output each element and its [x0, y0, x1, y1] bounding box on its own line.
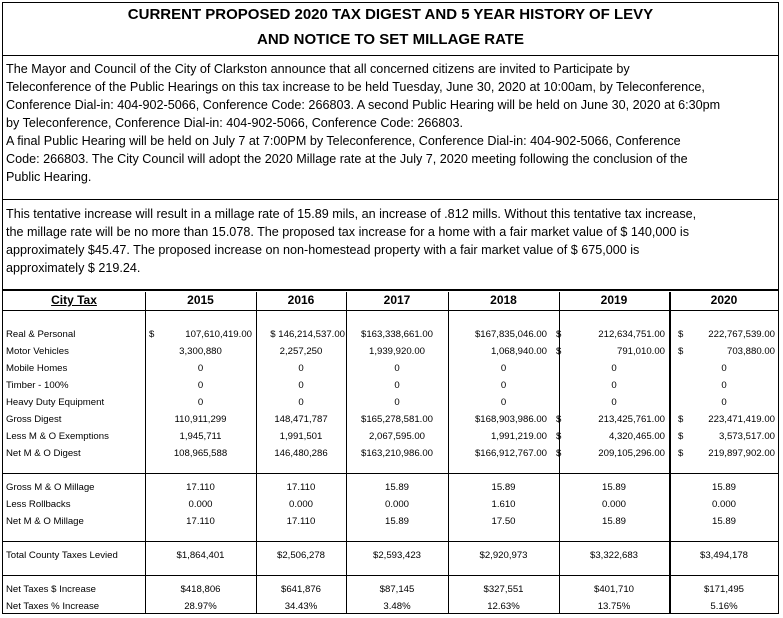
value-2015: 107,610,419.00: [185, 329, 252, 340]
tax-notice-sheet: [2, 2, 779, 614]
notice-line: by Teleconference, Conference Dial-in: 404-902-5066, Conference Code: 266803.: [6, 116, 463, 130]
row-label: Net Taxes % Increase: [6, 601, 100, 612]
notice-line: A final Public Hearing will be held on July 7 at 7:00PM by Teleconference, Conference Dial-in: 404-902-5066, Conference: [6, 134, 681, 148]
value-2020: 222,767,539.00: [708, 329, 775, 340]
row-label: Total County Taxes Levied: [6, 550, 118, 561]
value-2019: 15.89: [601, 482, 626, 493]
value-2019: 212,634,751.00: [598, 329, 665, 340]
value-2019: 13.75%: [597, 601, 631, 612]
value-2018: 1,068,940.00: [490, 346, 547, 357]
column-divider: [669, 292, 671, 613]
value-2015: 0: [197, 380, 204, 391]
value-2018: $168,903,986.00: [474, 414, 547, 425]
value-2017: 0: [394, 380, 400, 391]
value-2016: 148,471,787: [274, 414, 328, 425]
value-2020: 15.89: [711, 516, 736, 527]
value-2017: 15.89: [384, 516, 409, 527]
increase-paragraph: [6, 205, 776, 277]
value-2016: 17.110: [286, 516, 316, 527]
increase-line: This tentative increase will result in a millage rate of 15.89 mils, an increase of .812 mills. Without this tentative tax increase,: [6, 207, 697, 221]
section-divider: [3, 473, 778, 474]
value-2020: 703,880.00: [726, 346, 775, 357]
divider: [3, 199, 778, 200]
row-label: Net Taxes $ Increase: [6, 584, 96, 595]
row-label: Less M & O Exemptions: [6, 431, 109, 442]
header-2017: 2017: [383, 293, 411, 307]
dollar-sign: $: [678, 414, 684, 425]
title-line-1: CURRENT PROPOSED 2020 TAX DIGEST AND 5 YEAR HISTORY OF LEVY: [127, 6, 654, 23]
value-2016: 17.110: [286, 482, 316, 493]
section-divider: [3, 575, 778, 576]
divider: [3, 55, 778, 56]
value-2018: 0: [500, 380, 507, 391]
value-2020: 219,897,902.00: [708, 448, 775, 459]
notice-line: Conference Dial-in: 404-902-5066, Conference Code: 266803. A second Public Hearing will be held on June 30, 2020 at 6:30pm: [6, 98, 721, 112]
value-2016: 34.43%: [284, 601, 318, 612]
column-divider: [448, 292, 449, 613]
dollar-sign: $: [556, 448, 562, 459]
row-label: Gross M & O Millage: [6, 482, 95, 493]
value-2020: 0: [721, 397, 727, 408]
value-2020: 5.16%: [710, 601, 738, 612]
value-2016: 146,480,286: [274, 448, 328, 459]
value-2020: 15.89: [711, 482, 736, 493]
value-2015: 0: [197, 397, 204, 408]
row-label: Timber - 100%: [6, 380, 69, 391]
hearing-notice-paragraph: [6, 60, 776, 186]
dollar-sign: $: [678, 346, 684, 357]
value-2015: 1,945,711: [179, 431, 222, 442]
value-2017: 2,067,595.00: [368, 431, 426, 442]
title-line-2: AND NOTICE TO SET MILLAGE RATE: [257, 31, 524, 48]
increase-line: the millage rate will be no more than 15.078. The proposed tax increase for a home with a fair market value of $ 140,000 is: [6, 225, 690, 239]
dollar-sign: $: [556, 431, 562, 442]
row-label: Net M & O Millage: [6, 516, 84, 527]
value-2017: 1,939,920.00: [368, 346, 426, 357]
header-2015: 2015: [187, 293, 214, 307]
dollar-sign: $: [556, 346, 562, 357]
value-2018: 0: [500, 363, 507, 374]
value-2019: 0: [611, 363, 617, 374]
value-2018: $327,551: [483, 584, 524, 595]
value-2018: 17.50: [491, 516, 516, 527]
value-2015: 17.110: [186, 516, 215, 527]
value-2016: 1,991,501: [279, 431, 323, 442]
row-label: Net M & O Digest: [6, 448, 81, 459]
value-2020: 0.000: [711, 499, 736, 510]
value-2017: $2,593,423: [372, 550, 421, 561]
header-2016: 2016: [287, 293, 315, 307]
value-2020: $3,494,178: [699, 550, 748, 561]
dollar-sign: $: [678, 431, 684, 442]
notice-line: The Mayor and Council of the City of Clarkston announce that all concerned citizens are invited to Participate by: [6, 62, 630, 76]
value-2015: 108,965,588: [173, 448, 228, 459]
value-2016: 0: [298, 380, 304, 391]
value-2018: $166,912,767.00: [474, 448, 547, 459]
value-2017: $163,338,661.00: [360, 329, 434, 340]
value-2018: 0: [500, 397, 507, 408]
notice-line: Public Hearing.: [6, 170, 92, 184]
value-2016: 0: [298, 397, 304, 408]
value-2016: $641,876: [280, 584, 321, 595]
increase-line: approximately $ 219.24.: [6, 261, 141, 275]
value-2015: 110,911,299: [174, 414, 227, 425]
value-2019: 213,425,761.00: [598, 414, 665, 425]
value-2019: 209,105,296.00: [598, 448, 665, 459]
value-2017: 15.89: [384, 482, 409, 493]
row-label: Mobile Homes: [6, 363, 68, 374]
header-2018: 2018: [490, 293, 517, 307]
row-label: Real & Personal: [6, 329, 76, 340]
value-2019: 0: [611, 397, 617, 408]
value-2016: 0.000: [288, 499, 313, 510]
value-2016: $2,506,278: [276, 550, 325, 561]
value-2015: $1,864,401: [176, 550, 225, 561]
divider: [3, 289, 778, 291]
row-label: Heavy Duty Equipment: [6, 397, 105, 408]
value-2015: 0.000: [188, 499, 213, 510]
header-2020: 2020: [710, 293, 738, 307]
value-2017: $87,145: [379, 584, 415, 595]
value-2019: 0.000: [601, 499, 626, 510]
dollar-sign: $: [678, 448, 684, 459]
value-2018: 1,991,219.00: [490, 431, 547, 442]
value-2019: 4,320,465.00: [608, 431, 665, 442]
value-2015: 17.110: [186, 482, 215, 493]
value-2020: 3,573,517.00: [718, 431, 775, 442]
value-2019: 0: [611, 380, 617, 391]
notice-line: Teleconference of the Public Hearings on this tax increase to be held Tuesday, June 30, 2020 at 10:00am, by Teleconference,: [6, 80, 705, 94]
value-2017: $165,278,581.00: [360, 414, 434, 425]
row-label: Motor Vehicles: [6, 346, 69, 357]
value-2016: 0: [298, 363, 304, 374]
value-2016: 2,257,250: [279, 346, 323, 357]
value-2015: $418,806: [180, 584, 221, 595]
increase-line: approximately $45.47. The proposed increase on non-homestead property with a fair market value of $ 675,000 is: [6, 243, 640, 257]
value-2020: 223,471,419.00: [708, 414, 775, 425]
notice-line: Code: 266803. The City Council will adopt the 2020 Millage rate at the July 7, 2020 meeting following the conclusion of the: [6, 152, 688, 166]
value-2017: 0.000: [384, 499, 409, 510]
row-label: Gross Digest: [6, 414, 62, 425]
value-2018: $167,835,046.00: [474, 329, 547, 340]
value-2015: 28.97%: [184, 601, 217, 612]
dollar-sign: $: [678, 329, 684, 340]
value-2020: 0: [721, 380, 727, 391]
value-2018: 15.89: [491, 482, 516, 493]
value-2020: 0: [721, 363, 727, 374]
section-divider: [3, 541, 778, 542]
dollar-sign: $: [149, 329, 155, 340]
dollar-sign: $: [556, 414, 562, 425]
value-2018: 12.63%: [487, 601, 520, 612]
value-2017: $163,210,986.00: [360, 448, 434, 459]
value-2020: $171,495: [703, 584, 744, 595]
value-2019: $401,710: [593, 584, 634, 595]
value-2017: 3.48%: [383, 601, 411, 612]
value-2016: $ 146,214,537.00: [270, 329, 345, 340]
header-2019: 2019: [600, 293, 628, 307]
value-2019: $3,322,683: [589, 550, 638, 561]
row-label: Less Rollbacks: [6, 499, 71, 510]
value-2017: 0: [394, 363, 400, 374]
dollar-sign: $: [556, 329, 562, 340]
value-2015: 0: [197, 363, 204, 374]
header-city-tax: City Tax: [51, 293, 97, 307]
value-2018: 1.610: [491, 499, 516, 510]
value-2019: 791,010.00: [616, 346, 665, 357]
value-2015: 3,300,880: [179, 346, 222, 357]
value-2019: 15.89: [601, 516, 626, 527]
value-2018: $2,920,973: [479, 550, 528, 561]
header-divider: [3, 310, 778, 311]
value-2017: 0: [394, 397, 400, 408]
